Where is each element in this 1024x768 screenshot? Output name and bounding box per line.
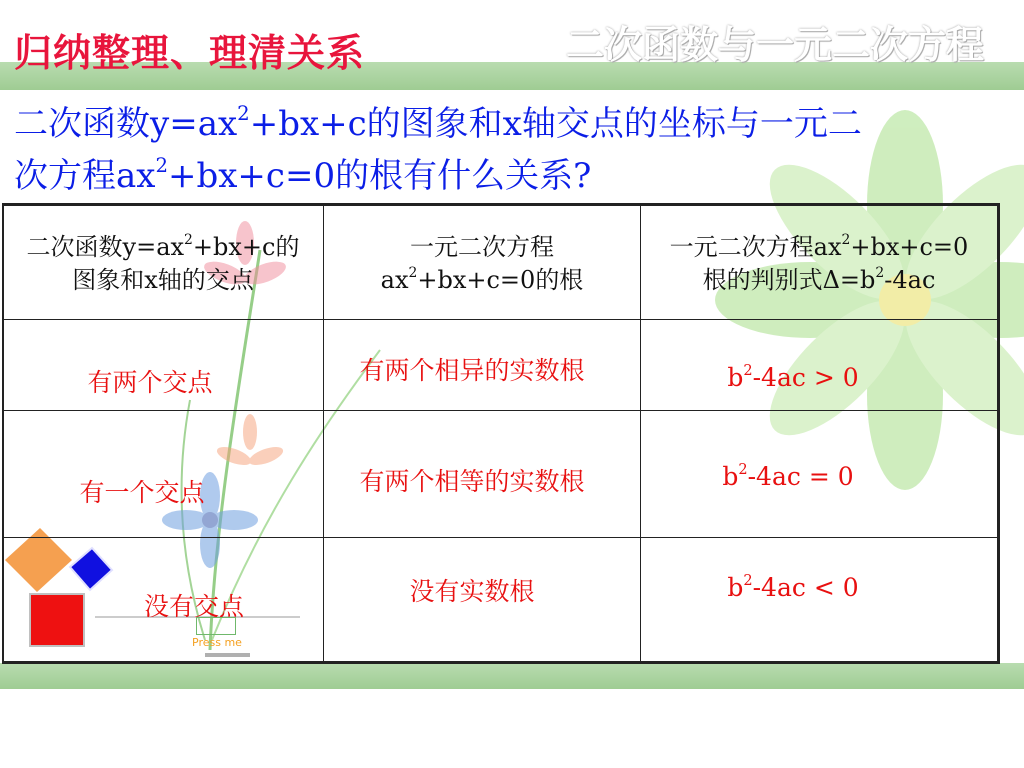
table-border-bottom xyxy=(2,661,1000,664)
table-cell-roots: 没有实数根 xyxy=(409,577,535,606)
press-me-button[interactable]: Press me xyxy=(192,636,242,649)
table-header-intersections: 二次函数$y=ax^2+bx+c$的 图象和x轴的交点 xyxy=(26,231,300,294)
table-cell-discriminant: $b^2-4ac < 0$ xyxy=(727,572,859,602)
section-title: 归纳整理、理清关系 xyxy=(14,31,366,75)
table-header-roots: 一元二次方程 $ax^2+bx+c=0$的根 xyxy=(380,233,584,294)
table-cell-roots: 有两个相等的实数根 xyxy=(359,467,585,496)
press-me-box[interactable] xyxy=(196,617,236,635)
table-row-divider xyxy=(2,537,1000,538)
table-border-top xyxy=(2,203,1000,206)
table-cell-intersections: 没有交点 xyxy=(143,592,244,621)
table-header-discriminant: 一元二次方程$ax^2+bx+c=0$ 根的判别式$\Delta=b^2-4ac$ xyxy=(669,231,969,294)
topic-title: 二次函数与一元二次方程 xyxy=(566,23,985,67)
table-border-right xyxy=(997,203,1000,664)
table-row-divider xyxy=(2,410,1000,411)
table-cell-intersections: 有两个交点 xyxy=(87,368,213,397)
table-cell-discriminant: $b^2-4ac = 0$ xyxy=(722,461,854,491)
table-col-divider xyxy=(640,203,641,664)
table-cell-intersections: 有一个交点 xyxy=(79,478,205,507)
table-row-divider xyxy=(2,319,1000,320)
table-col-divider xyxy=(323,203,324,664)
relation-table xyxy=(2,203,1000,664)
question-text: 二次函数$y=ax^2+bx+c$的图象和x轴交点的坐标与一元二 次方程$ax^2+bx+c=0$的根有什么关系? xyxy=(14,101,862,196)
table-cell-roots: 有两个相异的实数根 xyxy=(359,356,585,385)
table-border-left xyxy=(2,203,4,664)
table-cell-discriminant: $b^2-4ac > 0$ xyxy=(727,362,859,392)
